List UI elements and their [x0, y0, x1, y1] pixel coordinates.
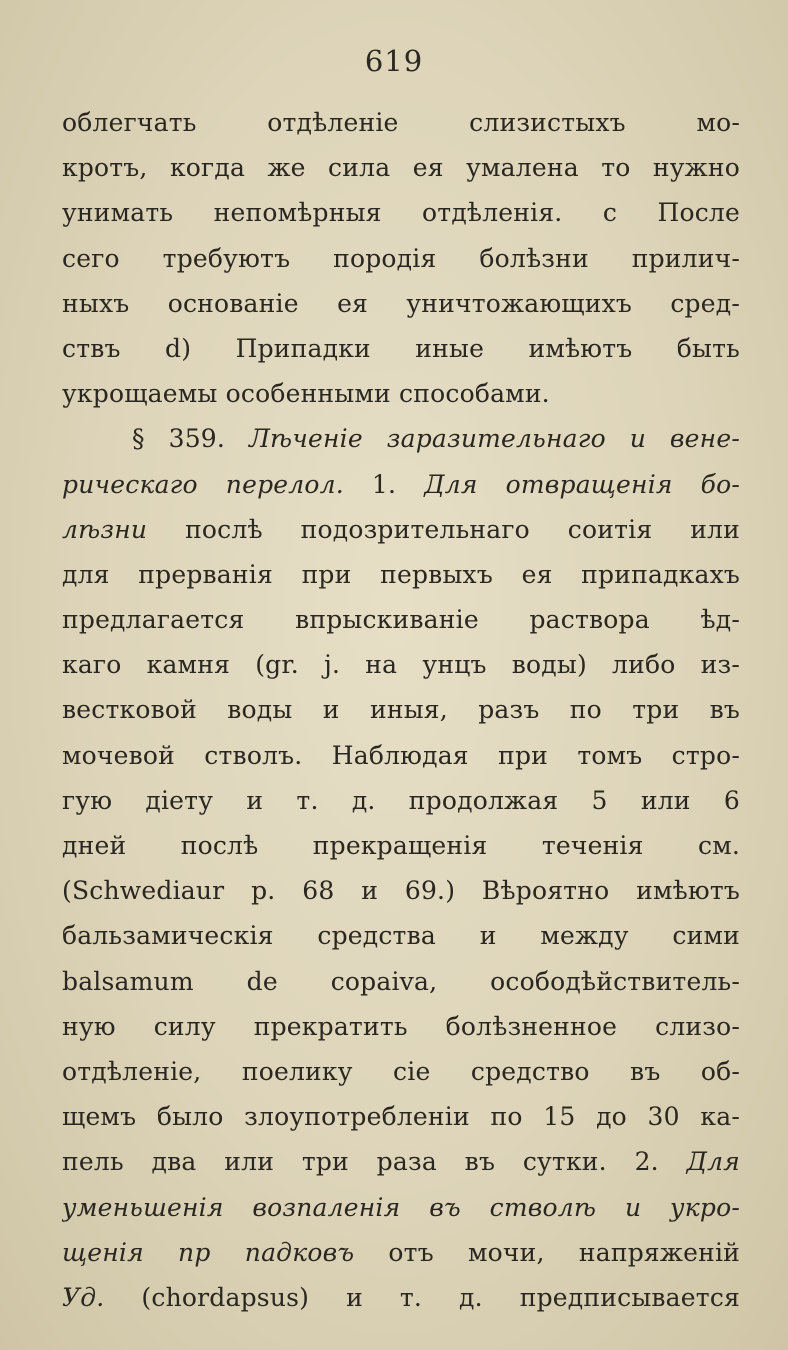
text-line [62, 597, 740, 642]
text-segment: мочевой стволъ. Наблюдая при томъ стро- [62, 740, 740, 770]
text-line [62, 145, 740, 190]
text-segment: пель два или три раза въ сутки. 2. [62, 1147, 687, 1177]
text-line [62, 190, 740, 235]
text-line [62, 1275, 740, 1320]
text-line [62, 100, 740, 145]
text-segment: § 359. [132, 424, 249, 454]
text-segment: предлагается впрыскиваніе раствора ѣд- [62, 605, 740, 635]
text-segment: бальзамическія средства и между сими [62, 921, 740, 951]
text-line [62, 778, 740, 823]
text-segment: облегчать отдѣленіе слизистыхъ мо- [62, 108, 740, 137]
italic-text: Лѣченіе заразительнаго и вене- [248, 424, 740, 454]
text-segment: (Schwediaur p. 68 и 69.) Вѣроятно имѣютъ [62, 876, 740, 906]
body-text [62, 100, 740, 1320]
text-line [62, 687, 740, 732]
text-line [62, 959, 740, 1004]
text-line [62, 733, 740, 778]
text-segment: укрощаемы особенными способами. [62, 379, 550, 409]
text-segment: щемъ было злоупотребленіи по 15 до 30 ка- [62, 1102, 740, 1132]
text-line [62, 462, 740, 507]
text-line [62, 552, 740, 597]
italic-text: рическаго перелол. [62, 469, 372, 499]
page-number: 619 [364, 44, 424, 78]
text-line [62, 236, 740, 281]
text-segment: ствъ d) Припадки иные имѣютъ быть [62, 333, 740, 363]
italic-text: лѣзни [62, 514, 148, 544]
text-segment: унимать непомѣрныя отдѣленія. c После [62, 198, 740, 228]
text-segment: гую діету и т. д. продолжая 5 или 6 [62, 785, 740, 815]
text-line [62, 416, 740, 461]
italic-text: уменьшенія возпаленія въ стволѣ и укро- [62, 1192, 740, 1222]
text-line [62, 868, 740, 913]
text-line [62, 642, 740, 687]
text-segment: 1. [371, 469, 425, 499]
text-segment: кротъ, когда же сила ея умалена то нужно [62, 153, 740, 183]
text-segment: сего требуютъ породія болѣзни прилич- [62, 243, 740, 273]
text-line [62, 913, 740, 958]
text-line [62, 1049, 740, 1094]
text-segment: ную силу прекратить болѣзненное слизо- [62, 1011, 740, 1041]
text-segment: ныхъ основаніе ея уничтожающихъ сред- [62, 288, 740, 318]
text-line [62, 1185, 740, 1230]
text-segment: вестковой воды и иныя, разъ по три въ [62, 695, 740, 725]
text-segment: дней послѣ прекращенія теченія см. [62, 831, 740, 860]
text-segment: послѣ подозрительнаго соитія или [147, 514, 740, 544]
text-line [62, 1094, 740, 1139]
text-segment: отдѣленіе, поелику сіе средство въ об- [62, 1056, 740, 1086]
text-segment: для прерванія при первыхъ ея припадкахъ [62, 559, 740, 589]
italic-text: Для [686, 1147, 740, 1177]
text-line [62, 1004, 740, 1049]
text-line [62, 1230, 740, 1275]
italic-text: щенія пр падковъ [62, 1237, 355, 1267]
italic-text: Для отвращенія бо- [424, 469, 740, 499]
text-line [62, 371, 740, 416]
text-line [62, 326, 740, 371]
text-segment: отъ мочи, напряженій [354, 1237, 740, 1267]
text-line [62, 1139, 740, 1184]
text-segment: balsamum de copaiva, осободѣйствитель- [62, 966, 740, 996]
text-line [62, 281, 740, 326]
italic-text: Уд. [62, 1282, 142, 1312]
text-line [62, 507, 740, 552]
text-segment: каго камня (gr. j. на унцъ воды) либо из- [62, 650, 740, 680]
text-line [62, 823, 740, 868]
text-segment: (chordapsus) и т. д. предписывается [141, 1282, 740, 1312]
